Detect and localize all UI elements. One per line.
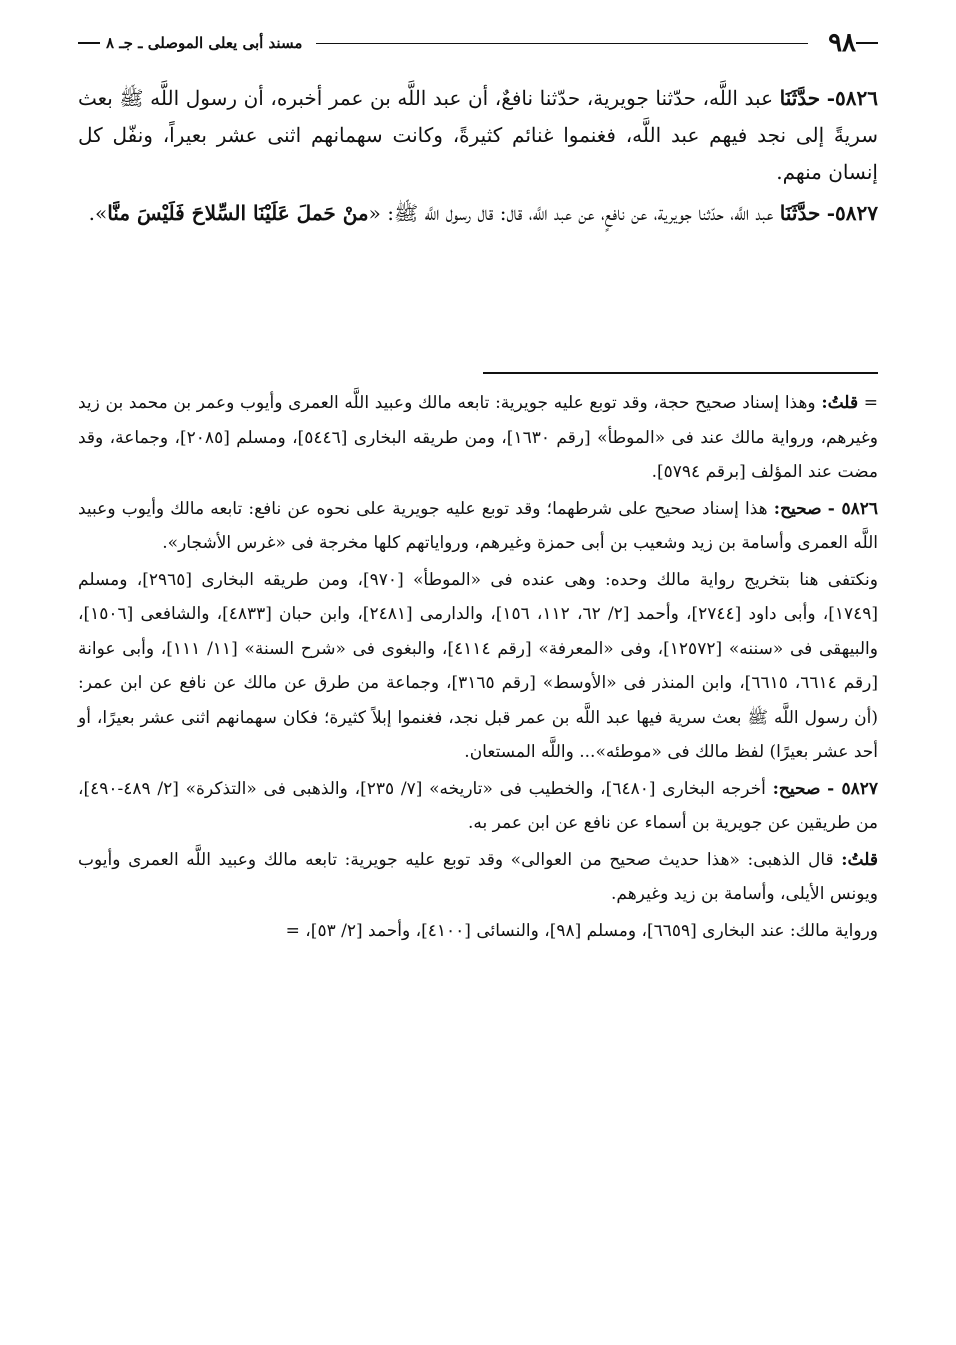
note-text: أخرجه البخارى [٦٤٨٠]، والخطيب فى «تاريخه» [٧/ ٢٣٥]، والذهبى فى «التذكرة» [٢/ ٤٨٩-٤٩٠]، من طريقين عن جويرية بن أسماء عن نافع عن ابن عمر به. <box>78 778 878 833</box>
running-title: مسند أبى يعلى الموصلى ـ جـ ٨ <box>106 34 303 52</box>
note-text: ورواية مالك: عند البخارى [٦٦٥٩]، ومسلم [٩٨]، والنسائى [٤١٠٠]، وأحمد [٢/ ٥٣]، = <box>285 920 878 941</box>
hadith-dash: - <box>826 86 836 110</box>
footnote-separator <box>483 372 878 374</box>
note-prefix: = <box>863 393 879 413</box>
hadith-text: عبد اللَّه، حدّثنا جويرية، حدّثنا نافعٌ، أن عبد اللَّه بن عمر أخبره، أن رسول اللَّه ﷺ بعث سريةً إلى نجد فيهم عبد اللَّه، فغنموا غنائم كثيرةً، وكانت سهمانهم اثنى عشر بعيراً، ونفّل كل إنسان منهم. <box>78 86 878 184</box>
hadith-lead: حدَّثَنَا <box>779 86 821 110</box>
header-dash-end <box>78 42 100 44</box>
main-text <box>78 80 878 236</box>
note-keyword: صحيح: <box>773 498 822 519</box>
header-dash <box>856 42 878 44</box>
hadith-5827 <box>78 195 878 232</box>
note-keyword: قلتُ: <box>821 393 859 413</box>
quote-close: ». <box>88 201 108 225</box>
note-text: وهذا إسناد صحيح حجة، وقد توبع عليه جويرية: تابعه مالك وعبيد اللَّه العمرى وأيوب وعمر بن محمد بن زيد وغيرهم، ورواية مالك عند فى «الموطأ» [رقم ١٦٣٠]، ومن طريقه البخارى [٥٤٤٦]، ومسلم [٢٠٨٥]، وجماعة، وقد مضت عند المؤلف [برقم ٥٧٩٤]. <box>78 393 878 482</box>
hadith-number: ٥٨٢٧ <box>835 201 878 225</box>
note-keyword: قلتُ: <box>841 849 878 870</box>
hadith-lead: حدَّثَنَا <box>779 201 821 225</box>
note-takhrij <box>78 563 878 770</box>
hadith-5826 <box>78 80 878 191</box>
quote-open: « <box>368 201 381 225</box>
note-prefix: ٥٨٢٧ - <box>827 778 878 799</box>
note-text: ونكتفى هنا بتخريج رواية مالك وحده: وهى عنده فى «الموطأ» [٩٧٠]، ومن طريقه البخارى [٢٩٦٥]، ومسلم [١٧٤٩]، وأبى داود [٢٧٤٤]، وأحمد [٢/ ٦٢، ١١٢، ١٥٦]، والدارمى [٢٤٨١]، وابن حبان [٤٨٣٣]، والشافعى [١٥٠٦]، والبيهقى فى «سننه» [١٢٥٧٢]، وفى «المعرفة» [رقم ٤١١٤]، والبغوى فى «شرح السنة» [١١/ ١١١]، وأبى عوانة [رقم ٦٦١٤، ٦٦١٥]، وابن المنذر فى «الأوسط» [رقم ٣١٦٥]، وجماعة من طرق عن مالك عن نافع عن ابن عمر: (أن رسول اللَّه ﷺ بعث سرية فيها عبد اللَّه بن عمر قبل نجد، فغنموا إبلاً كثيرة؛ فكان سهمانهم اثنى عشر بعيرًا، أو أحد عشر بعيرًا) لفظ مالك فى «موطئه»... واللَّه المستعان. <box>78 569 879 762</box>
note-malik-riwaya <box>78 914 878 949</box>
note-text: قال الذهبى: «هذا حديث صحيح من العوالى» وقد توبع عليه جويرية: تابعه مالك وعبيد اللَّه العمرى وأيوب ويونس الأيلى، وأسامة بن زيد وغيرهم. <box>78 849 878 904</box>
note-continuation <box>78 386 878 490</box>
page-number: ٩٨ <box>828 28 856 58</box>
note-5826 <box>78 492 878 561</box>
page-header <box>78 28 878 58</box>
hadith-dash: - <box>826 201 836 225</box>
prophet-speech: منْ حَملَ عَلَيْنَا السِّلاحَ فَلَيْسَ منَّا <box>107 201 369 225</box>
note-keyword: صحيح: <box>772 778 821 799</box>
note-5827 <box>78 772 878 841</box>
footnotes <box>78 386 878 950</box>
note-text: هذا إسناد صحيح على شرطهما؛ وقد توبع عليه جويرية على نحوه عن نافع: تابعه مالك وأيوب وعبيد اللَّه العمرى وأسامة بن زيد وشعيب بن أبى حمزة وغيرهم، ورواياتهم كلها مخرجة فى «غرس الأشجار». <box>78 498 878 553</box>
note-prefix: ٥٨٢٦ - <box>827 498 879 519</box>
hadith-number: ٥٨٢٦ <box>835 86 879 110</box>
note-dhahabi <box>78 843 878 912</box>
hadith-text: عبد اللَّه، حدّثنا جويرية، عن نافعٍ، عن عبد اللَّه، قال: قال رسول اللَّه ﷺ: <box>387 201 774 225</box>
header-rule <box>316 43 808 44</box>
